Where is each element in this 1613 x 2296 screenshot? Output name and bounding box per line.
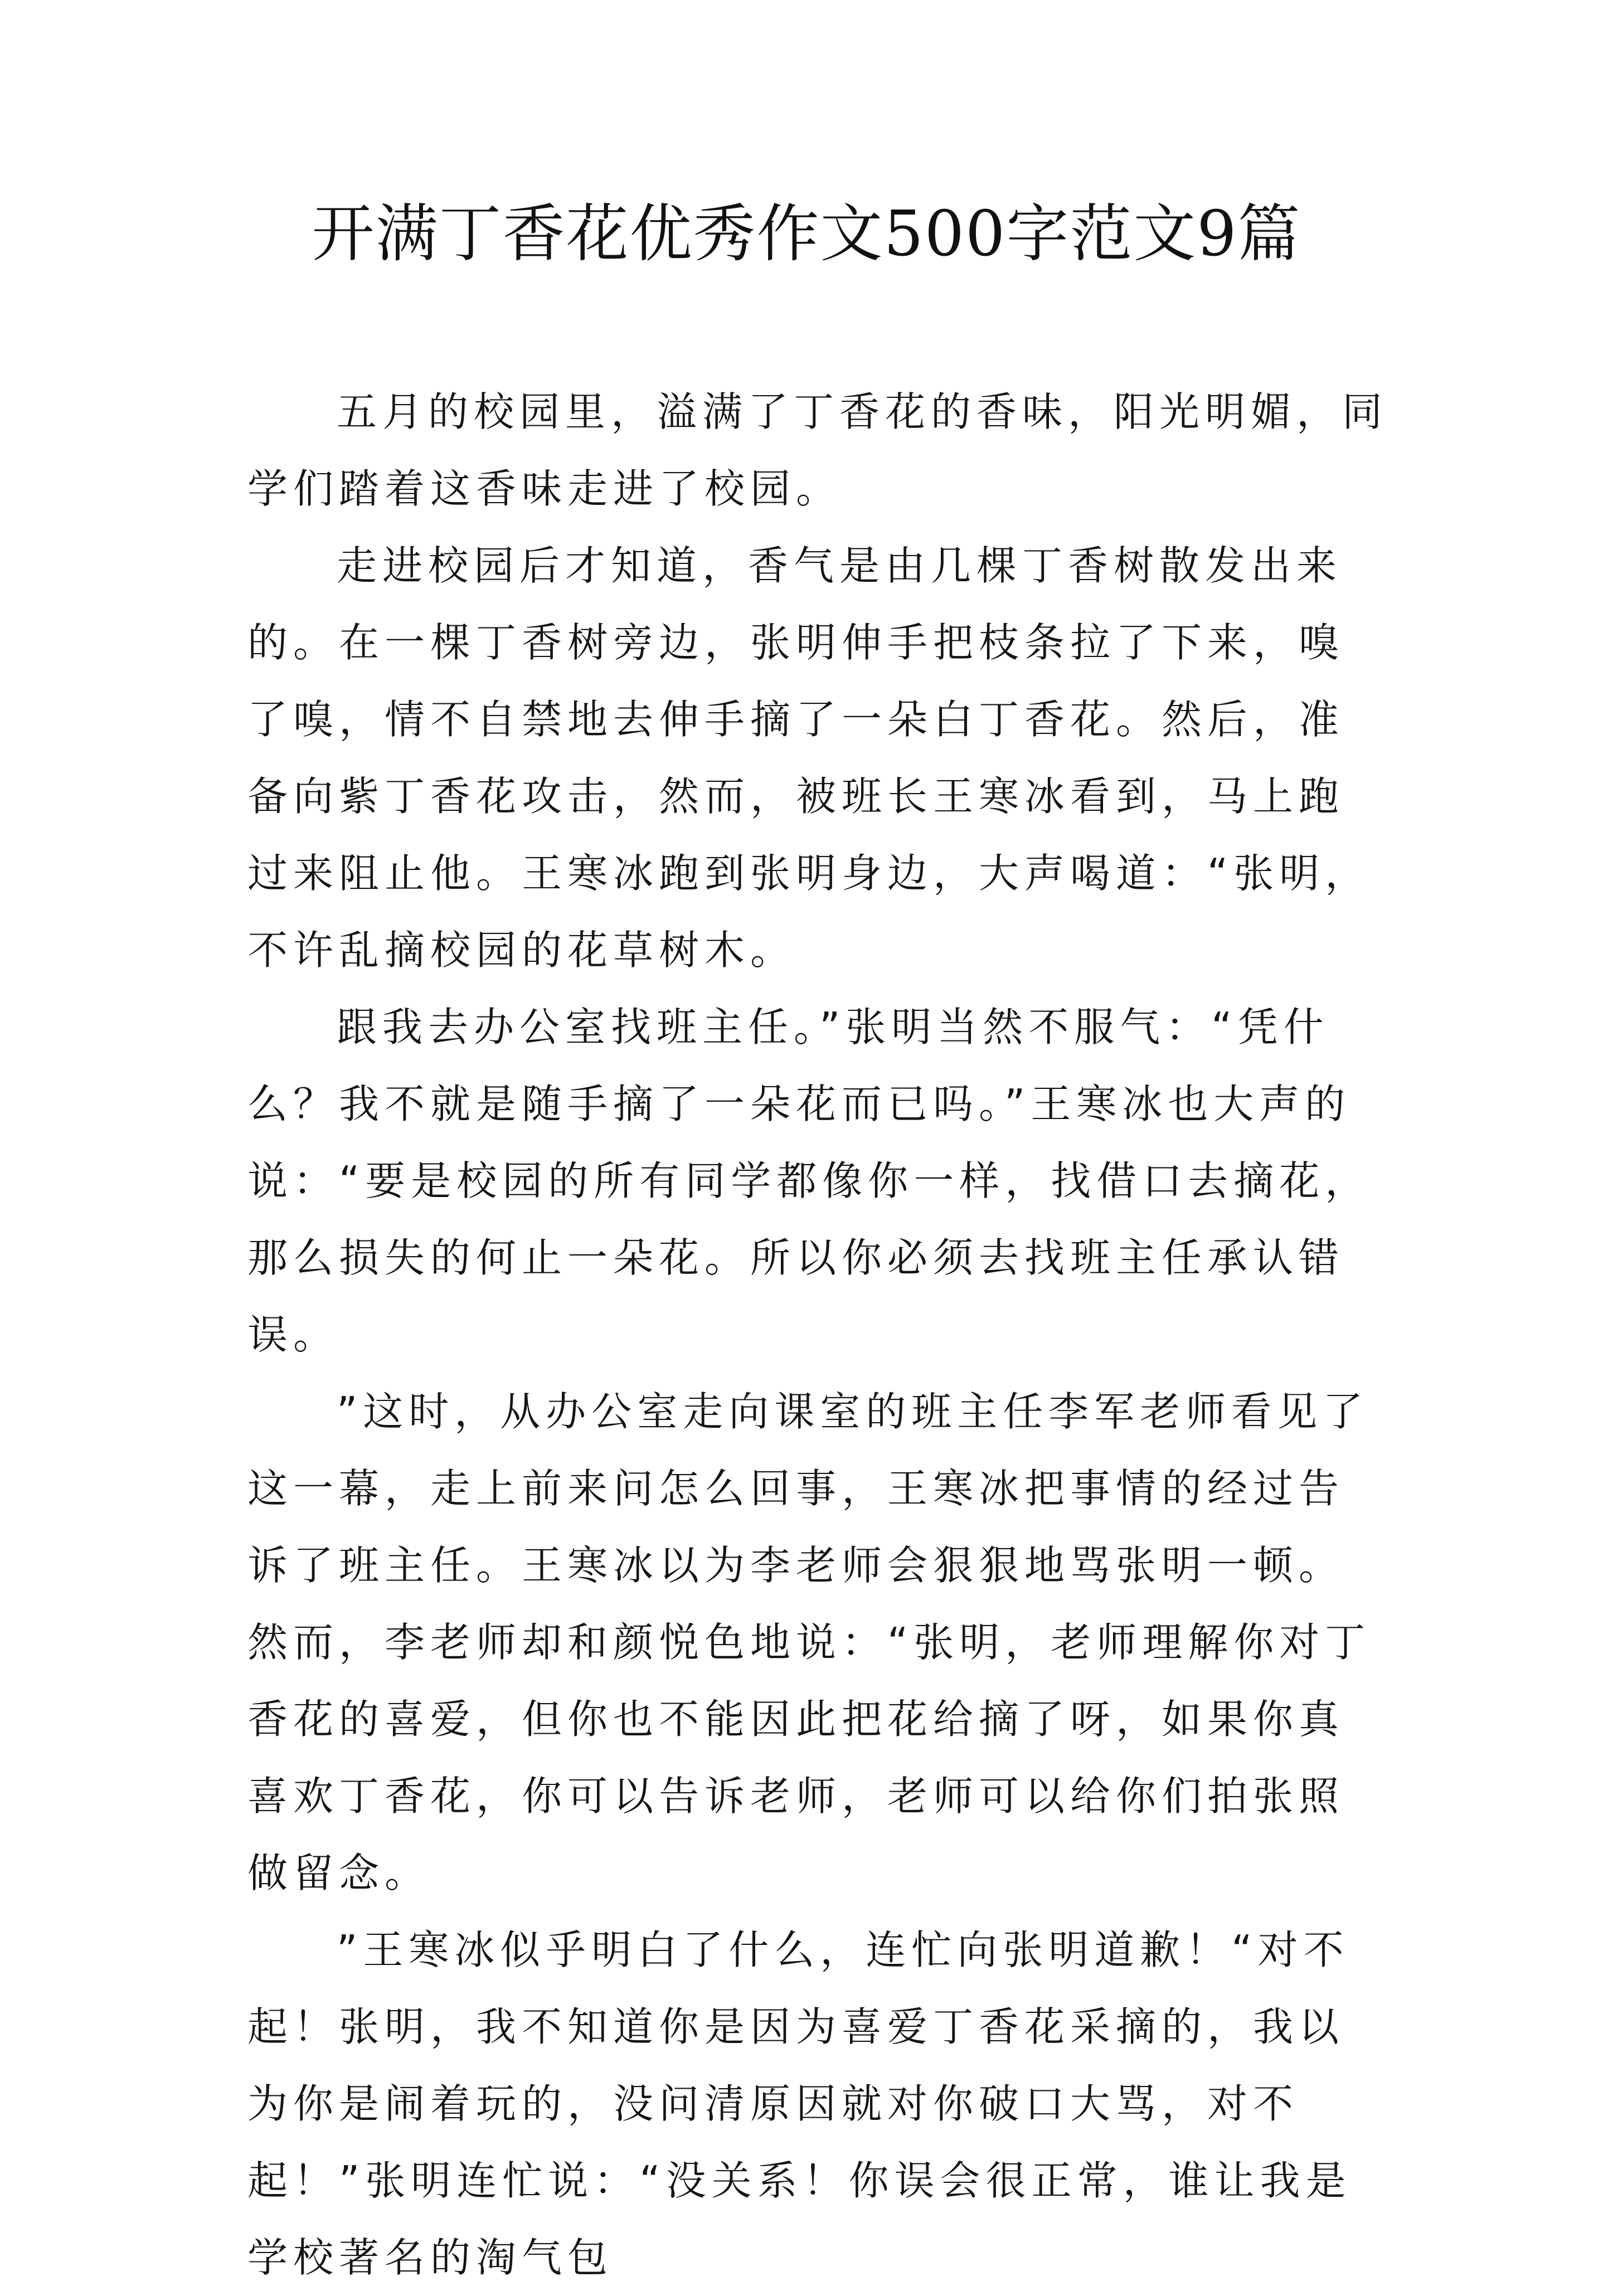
- paragraph-3: 跟我去办公室找班主任。”张明当然不服气：“凭什么？我不就是随手摘了一朵花而已吗。”王寒冰也大声的说：“要是校园的所有同学都像你一样，找借口去摘花，那么损失的何止一朵花。所以你必须去找班主任承认错误。: [247, 1004, 1371, 1358]
- document-body: [247, 373, 1388, 2296]
- paragraph-5: ”王寒冰似乎明白了什么，连忙向张明道歉！“对不起！张明，我不知道你是因为喜爱丁香花采摘的，我以为你是闹着玩的，没问清原因就对你破口大骂，对不起！”张明连忙说：“没关系！你误会很正常，谁让我是学校著名的淘气包: [247, 1927, 1352, 2281]
- paragraph-1: 五月的校园里，溢满了丁香花的香味，阳光明媚，同学们踏着这香味走进了校园。: [247, 388, 1388, 512]
- paragraph-2: 走进校园后才知道，香气是由几棵丁香树散发出来的。在一棵丁香树旁边，张明伸手把枝条拉了下来，嗅了嗅，情不自禁地去伸手摘了一朵白丁香花。然后，准备向紫丁香花攻击，然而，被班长王寒冰看到，马上跑过来阻止他。王寒冰跑到张明身边，大声喝道：“张明，不许乱摘校园的花草树木。: [247, 542, 1371, 974]
- document-title: 开满丁香花优秀作文500字范文9篇: [312, 198, 1301, 270]
- paragraph-4: ”这时，从办公室走向课室的班主任李军老师看见了这一幕，走上前来问怎么回事，王寒冰把事情的经过告诉了班主任。王寒冰以为李老师会狠狠地骂张明一顿。然而，李老师却和颜悦色地说：“张明，老师理解你对丁香花的喜爱，但你也不能因此把花给摘了呀，如果你真喜欢丁香花，你可以告诉老师，老师可以给你们拍张照做留念。: [247, 1388, 1371, 1896]
